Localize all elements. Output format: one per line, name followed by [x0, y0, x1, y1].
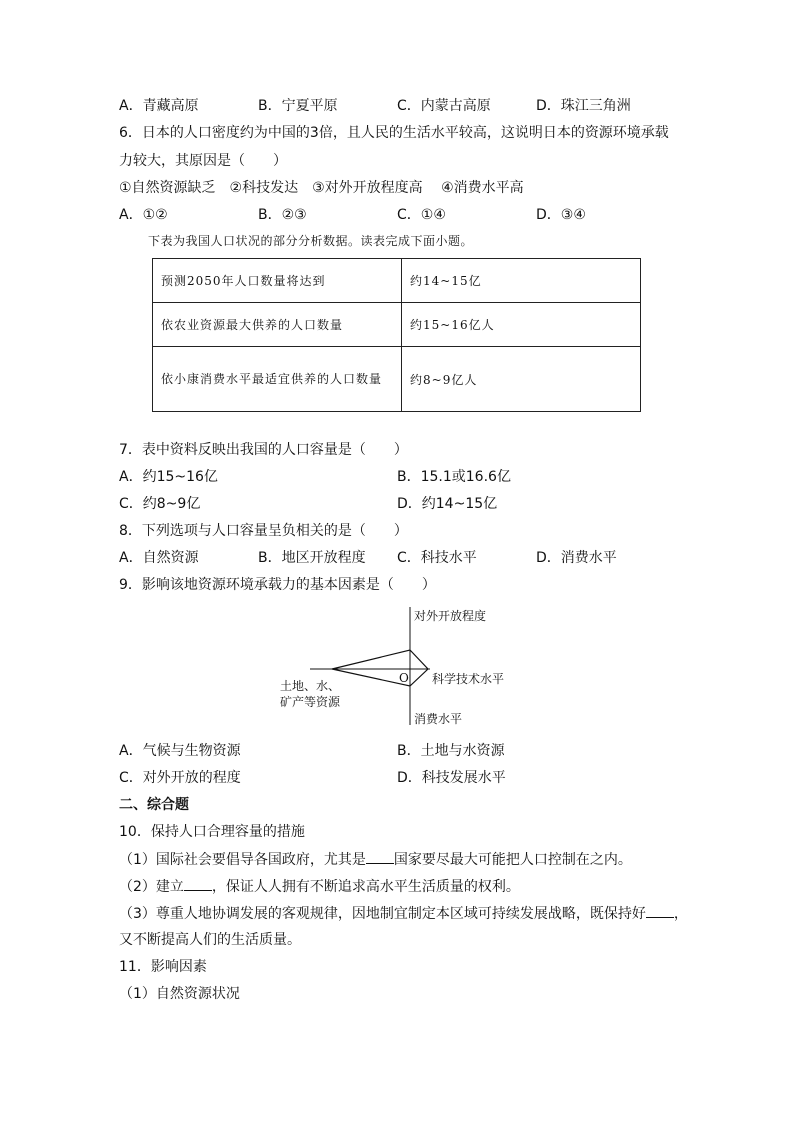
right-axis-label: 科学技术水平 — [432, 672, 505, 686]
origin-label: O — [399, 671, 409, 685]
q7-option-b: B．15.1或16.6亿 — [397, 469, 511, 485]
table-row — [153, 303, 641, 347]
table-cell: 约8~9亿人 — [402, 347, 641, 412]
q5-option-a: A．青藏高原 — [119, 98, 199, 114]
q6-option-b: B．②③ — [258, 207, 307, 223]
carrying-capacity-diagram — [270, 603, 530, 728]
q5-option-b: B．宁夏平原 — [258, 98, 338, 114]
q10-item3-cont: 又不断提高人们的生活质量。 — [119, 932, 301, 948]
q8-option-c: C．科技水平 — [397, 550, 477, 566]
q7-option-a: A．约15~16亿 — [119, 469, 218, 485]
q11-stem: 11．影响因素 — [119, 959, 207, 975]
population-table — [152, 258, 641, 412]
q8-option-b: B．地区开放程度 — [258, 550, 366, 566]
table-row — [153, 259, 641, 303]
left-axis-label-line2: 矿产等资源 — [280, 695, 341, 709]
q9-stem: 9．影响该地资源环境承载力的基本因素是（ ） — [119, 577, 436, 593]
q6-statements: ①自然资源缺乏 ②科技发达 ③对外开放程度高 ④消费水平高 — [119, 180, 524, 196]
q5-option-d: D．珠江三角洲 — [536, 98, 631, 114]
q10-item1-text-b: 国家要尽最大可能把人口控制在之内。 — [393, 852, 632, 868]
q6-option-c: C．①④ — [397, 207, 446, 223]
top-axis-label: 对外开放程度 — [414, 609, 487, 623]
q6-option-a: A．①② — [119, 207, 168, 223]
bottom-axis-label: 消费水平 — [414, 712, 463, 726]
q8-stem: 8．下列选项与人口容量呈负相关的是（ ） — [119, 523, 408, 539]
section-heading: 二、综合题 — [119, 797, 189, 813]
table-intro: 下表为我国人口状况的部分分析数据。读表完成下面小题。 — [148, 234, 474, 248]
left-axis-label-line1: 土地、水、 — [280, 679, 341, 693]
q10-item1 — [119, 849, 632, 870]
q10-item3 — [119, 903, 688, 924]
table-row — [153, 347, 641, 412]
table-cell: 约14~15亿 — [402, 259, 641, 303]
q10-item2 — [119, 876, 520, 897]
capacity-kite-shape — [332, 650, 428, 686]
q11-item1: （1）自然资源状况 — [119, 986, 240, 1002]
q10-item3-text-a: （3）尊重人地协调发展的客观规律，因地制宜制定本区域可持续发展战略，既保持好 — [119, 906, 646, 922]
answer-blank[interactable] — [184, 876, 212, 891]
q9-option-a: A．气候与生物资源 — [119, 743, 241, 759]
answer-blank[interactable] — [646, 903, 674, 918]
q6-stem-line2: 力较大，其原因是（ ） — [119, 153, 287, 169]
q8-option-d: D．消费水平 — [536, 550, 617, 566]
q7-stem: 7．表中资料反映出我国的人口容量是（ ） — [119, 442, 408, 458]
q7-option-d: D．约14~15亿 — [397, 496, 498, 512]
q10-stem: 10．保持人口合理容量的措施 — [119, 824, 305, 840]
q7-option-c: C．约8~9亿 — [119, 496, 201, 512]
answer-blank[interactable] — [366, 849, 394, 864]
table-cell: 依小康消费水平最适宜供养的人口数量 — [153, 347, 402, 412]
q9-option-b: B．土地与水资源 — [397, 743, 505, 759]
q9-option-c: C．对外开放的程度 — [119, 770, 241, 786]
q10-item2-text-b: ，保证人人拥有不断追求高水平生活质量的权利。 — [211, 879, 520, 895]
q10-item1-text-a: （1）国际社会要倡导各国政府，尤其是 — [119, 852, 366, 868]
q10-item3-text-b: ， — [673, 906, 688, 922]
q6-stem-line1: 6．日本的人口密度约为中国的3倍，且人民的生活水平较高，这说明日本的资源环境承载 — [119, 125, 669, 141]
table-cell: 依农业资源最大供养的人口数量 — [153, 303, 402, 347]
table-cell: 约15~16亿人 — [402, 303, 641, 347]
table-cell: 预测2050年人口数量将达到 — [153, 259, 402, 303]
q10-item2-text-a: （2）建立 — [119, 879, 184, 895]
q8-option-a: A．自然资源 — [119, 550, 199, 566]
q5-option-c: C．内蒙古高原 — [397, 98, 491, 114]
q6-option-d: D．③④ — [536, 207, 586, 223]
q9-option-d: D．科技发展水平 — [397, 770, 506, 786]
